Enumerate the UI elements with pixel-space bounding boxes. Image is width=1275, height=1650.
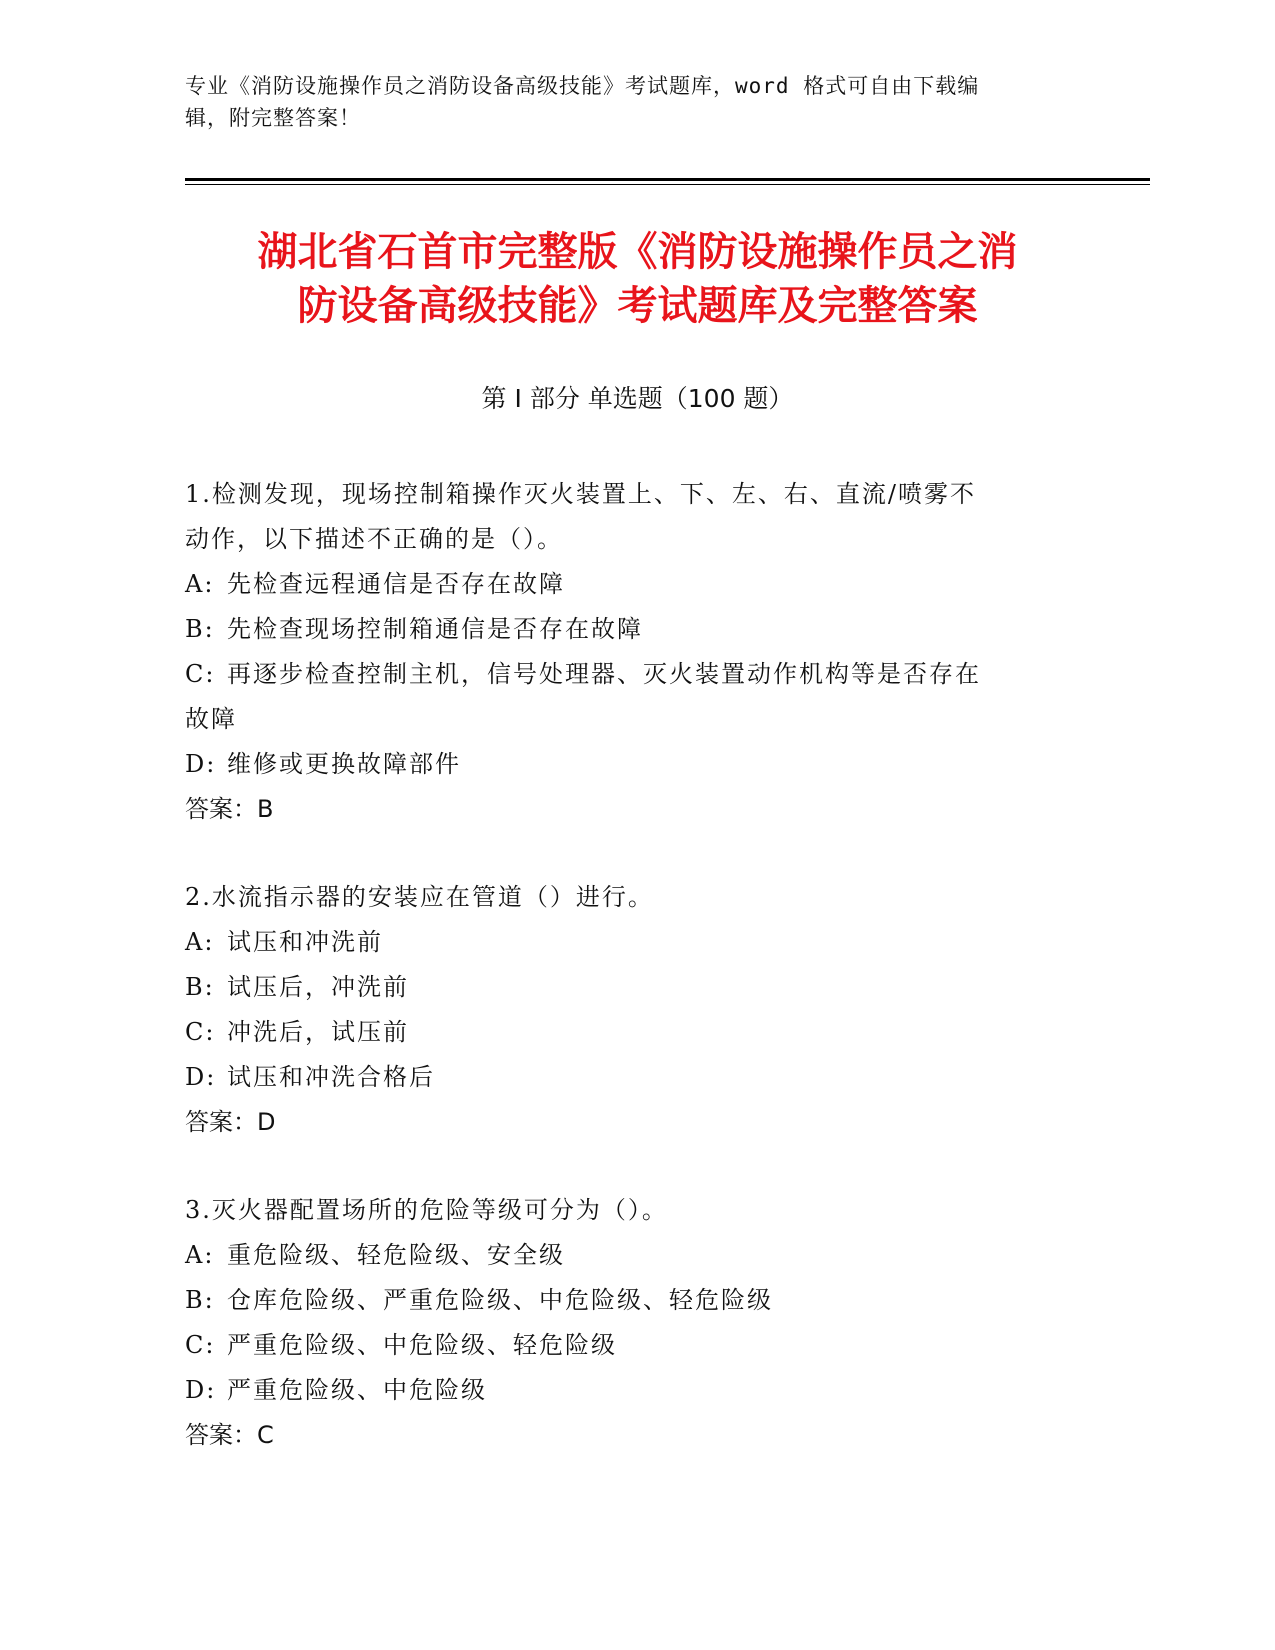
option-letter: D: bbox=[185, 1063, 217, 1091]
option-text: 再逐步检查控制主机，信号处理器、灭火装置动作机构等是否存在 bbox=[227, 660, 981, 688]
header-note-line-1: 专业《消防设施操作员之消防设备高级技能》考试题库，word 格式可自由下载编 bbox=[185, 74, 980, 98]
section-heading: 第 I 部分 单选题（100 题） bbox=[481, 384, 794, 413]
option-text: 维修或更换故障部件 bbox=[227, 750, 461, 778]
option-b bbox=[185, 1278, 1065, 1323]
answer-line: 答案：C bbox=[185, 1421, 274, 1449]
document-title bbox=[150, 225, 1125, 333]
option-a bbox=[185, 562, 1065, 607]
question-stem-line: 动作，以下描述不正确的是（）。 bbox=[185, 525, 563, 553]
option-a bbox=[185, 920, 1065, 965]
answer-line: 答案：B bbox=[185, 795, 274, 823]
option-letter: C: bbox=[185, 1331, 216, 1359]
option-letter: B: bbox=[185, 1286, 215, 1314]
option-text: 先检查远程通信是否存在故障 bbox=[227, 570, 565, 598]
header-note-line-2: 辑，附完整答案！ bbox=[185, 106, 361, 130]
question-1 bbox=[185, 472, 1065, 832]
question-3 bbox=[185, 1188, 1065, 1458]
option-text: 先检查现场控制箱通信是否存在故障 bbox=[227, 615, 643, 643]
option-c bbox=[185, 652, 1065, 697]
option-text: 严重危险级、中危险级、轻危险级 bbox=[227, 1331, 617, 1359]
option-b bbox=[185, 607, 1065, 652]
option-text: 重危险级、轻危险级、安全级 bbox=[227, 1241, 565, 1269]
option-b bbox=[185, 965, 1065, 1010]
option-text: 试压后，冲洗前 bbox=[227, 973, 409, 1001]
header-divider-thin bbox=[185, 184, 1150, 185]
option-letter: B: bbox=[185, 615, 215, 643]
header-note bbox=[185, 70, 1065, 134]
question-stem-line: 3.灭火器配置场所的危险等级可分为（）。 bbox=[185, 1196, 668, 1224]
option-text: 仓库危险级、严重危险级、中危险级、轻危险级 bbox=[227, 1286, 773, 1314]
question-2 bbox=[185, 875, 1065, 1145]
question-stem-line: 1.检测发现，现场控制箱操作灭火装置上、下、左、右、直流/喷雾不 bbox=[185, 480, 976, 508]
option-d bbox=[185, 1055, 1065, 1100]
document-title-line-2: 防设备高级技能》考试题库及完整答案 bbox=[297, 283, 978, 329]
document-title-line-1: 湖北省石首市完整版《消防设施操作员之消 bbox=[257, 229, 1018, 275]
option-c bbox=[185, 1010, 1065, 1055]
option-letter: C: bbox=[185, 660, 216, 688]
answer-line: 答案：D bbox=[185, 1108, 276, 1136]
option-letter: A: bbox=[185, 570, 215, 598]
option-text: 严重危险级、中危险级 bbox=[227, 1376, 487, 1404]
option-c-continuation: 故障 bbox=[185, 705, 237, 733]
option-text: 试压和冲洗前 bbox=[227, 928, 383, 956]
option-letter: D: bbox=[185, 750, 217, 778]
option-letter: D: bbox=[185, 1376, 217, 1404]
header-divider-thick bbox=[185, 178, 1150, 181]
option-a bbox=[185, 1233, 1065, 1278]
option-letter: B: bbox=[185, 973, 215, 1001]
option-d bbox=[185, 742, 1065, 787]
option-letter: A: bbox=[185, 928, 215, 956]
option-c bbox=[185, 1323, 1065, 1368]
option-letter: C: bbox=[185, 1018, 216, 1046]
option-text: 冲洗后，试压前 bbox=[227, 1018, 409, 1046]
option-letter: A: bbox=[185, 1241, 215, 1269]
question-stem-line: 2.水流指示器的安装应在管道（）进行。 bbox=[185, 883, 654, 911]
option-d bbox=[185, 1368, 1065, 1413]
question-list bbox=[185, 472, 1065, 1501]
option-text: 试压和冲洗合格后 bbox=[227, 1063, 435, 1091]
